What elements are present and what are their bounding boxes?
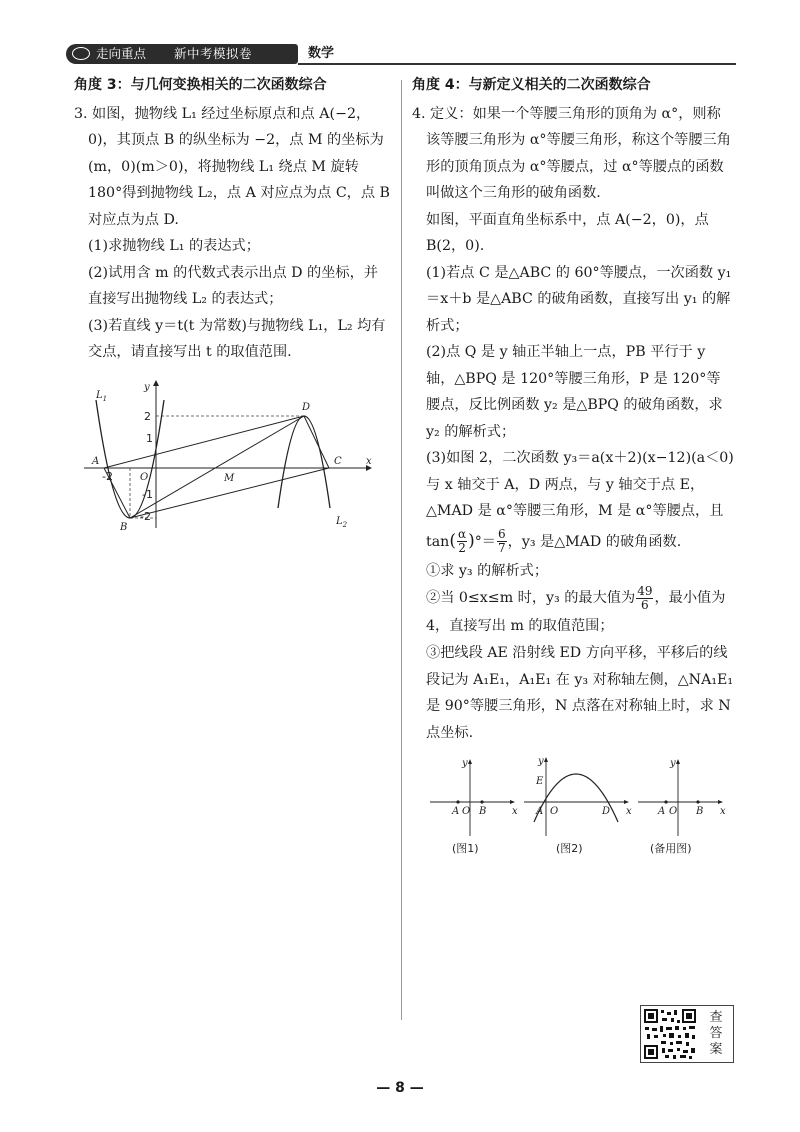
header-rule (298, 63, 736, 65)
label-A: A (92, 455, 100, 467)
figure-backup (638, 758, 726, 855)
svg-text:D: D (602, 806, 611, 817)
svg-text:E: E (536, 776, 544, 787)
label-B: B (120, 521, 128, 533)
q4-setup: 如图，平面直角坐标系中，点 A(−2，0)，点 B(2，0). (426, 211, 709, 254)
qr-code-icon[interactable] (643, 1008, 697, 1060)
column-divider (401, 80, 402, 1020)
tick-1: 1 (146, 431, 153, 445)
caption-fig1: (图1) (452, 842, 479, 855)
svg-text:y: y (670, 758, 676, 769)
svg-text:y: y (462, 758, 468, 769)
figure-2 (524, 756, 632, 855)
q3-part1: (1)求抛物线 L₁ 的表达式； (88, 238, 260, 254)
q4-tan-condition: tan( $\frac{\alpha}{2}$ )°＝ $\frac{6}{7}$ ，y₃ 是△MAD 的破角函数. (426, 527, 682, 555)
figure-1 (430, 758, 518, 855)
svg-text:x: x (626, 806, 632, 817)
q4-part1: (1)若点 C 是△ABC 的 60°等腰点，一次函数 y₁＝x＋b 是△ABC 的破角函数，直接写出 y₁ 的解析式； (426, 264, 732, 334)
fraction-alpha-over-2: $\frac{\alpha}{2}$ (457, 527, 467, 555)
label-D: D (302, 401, 311, 413)
page-header (66, 44, 736, 66)
svg-text:A: A (536, 806, 544, 817)
label-M: M (224, 472, 235, 484)
svg-text:A: A (452, 806, 460, 817)
tick-neg2-y: -2 (140, 509, 151, 523)
q4-sub1: ①求 y₃ 的解析式； (426, 562, 549, 579)
caption-backup: (备用图) (650, 842, 692, 855)
page-number: — 8 — (376, 1080, 424, 1096)
right-column (412, 72, 734, 856)
q3-figure (74, 378, 374, 538)
label-L1: $L_1$ (96, 389, 108, 403)
section-title-4: 角度 4：与新定义相关的二次函数综合 (412, 77, 651, 93)
svg-text:B: B (479, 806, 487, 817)
q3-stem: 3. 如图，抛物线 L₁ 经过坐标原点和点 A(−2，0)，其顶点 B 的纵坐标为 −2，点 M 的坐标为 (m，0)(m＞0)，将抛物线 L₁ 绕点 M 旋转 180°得到抛物线 L₂，点 A 对应点为点 C，点 B 对应点为点 D. (74, 105, 390, 228)
label-L2: $L_2$ (336, 515, 348, 529)
label-C: C (334, 455, 342, 467)
subject-label: 数学 (308, 46, 335, 61)
svg-text:y: y (538, 756, 544, 767)
q3-part3: (3)若直线 y＝t(t 为常数)与抛物线 L₁，L₂ 均有交点，请直接写出 t 的取值范围. (88, 317, 386, 360)
svg-text:B: B (696, 806, 704, 817)
fraction-49-over-6: $\frac{49}{6}$ (637, 583, 653, 612)
q4-sub3: ③把线段 AE 沿射线 ED 方向平移，平移后的线段记为 A₁E₁，A₁E₁ 在 y₃ 对称轴左侧，△NA₁E₁ 是 90°等腰三角形，N 点落在对称轴上时，求 N 点坐标. (426, 645, 734, 741)
label-O: O (140, 471, 149, 483)
tick-2: 2 (144, 409, 151, 423)
svg-text:x: x (512, 806, 518, 817)
tick-neg1-y: -1 (142, 487, 153, 501)
series-banner (66, 44, 298, 64)
svg-text:O: O (462, 806, 471, 817)
fraction-6-over-7: $\frac{6}{7}$ (498, 527, 506, 555)
label-y-axis: y (144, 381, 150, 393)
q4-part3: (3)如图 2，二次函数 y₃＝a(x＋2)(x−12)(a＜0)与 x 轴交于 A，D 两点，与 y 轴交于点 E，△MAD 是 α°等腰三角形，M 是 α°等腰点，且 (426, 450, 734, 519)
label-x-axis: x (366, 455, 372, 467)
caption-fig2: (图2) (556, 842, 583, 855)
book-name: 新中考模拟卷 (174, 46, 253, 61)
eye-logo-icon (72, 47, 90, 60)
svg-text:A: A (658, 806, 666, 817)
q4-sub2: ②当 0≤x≤m 时，y₃ 的最大值为 $\frac{49}{6}$ ，最小值为 4，直接写出 m 的取值范围； (426, 583, 726, 634)
series-name: 走向重点 (96, 46, 147, 61)
q4-figures (412, 756, 732, 856)
qr-label: 查 答 案 (709, 1010, 723, 1057)
tick-neg2-x: -2 (102, 469, 113, 483)
answer-qr-box[interactable] (640, 1005, 734, 1063)
q4-definition: 4. 定义：如果一个等腰三角形的顶角为 α°，则称该等腰三角形为 α°等腰三角形，称这个等腰三角形的顶角顶点为 α°等腰点，过 α°等腰点的函数叫做这个三角形的破角函数. (412, 105, 731, 201)
q3-part2: (2)试用含 m 的代数式表示出点 D 的坐标，并直接写出抛物线 L₂ 的表达式； (88, 264, 378, 307)
q4-part2: (2)点 Q 是 y 轴正半轴上一点，PB 平行于 y 轴，△BPQ 是 120°等腰三角形，P 是 120°等腰点，反比例函数 y₂ 是△BPQ 的破角函数，求 y₂ 的解析式； (426, 344, 723, 440)
svg-text:O: O (669, 806, 678, 817)
section-title-3: 角度 3：与几何变换相关的二次函数综合 (74, 77, 327, 93)
left-column (74, 72, 392, 538)
svg-text:x: x (720, 806, 726, 817)
svg-text:O: O (550, 806, 559, 817)
